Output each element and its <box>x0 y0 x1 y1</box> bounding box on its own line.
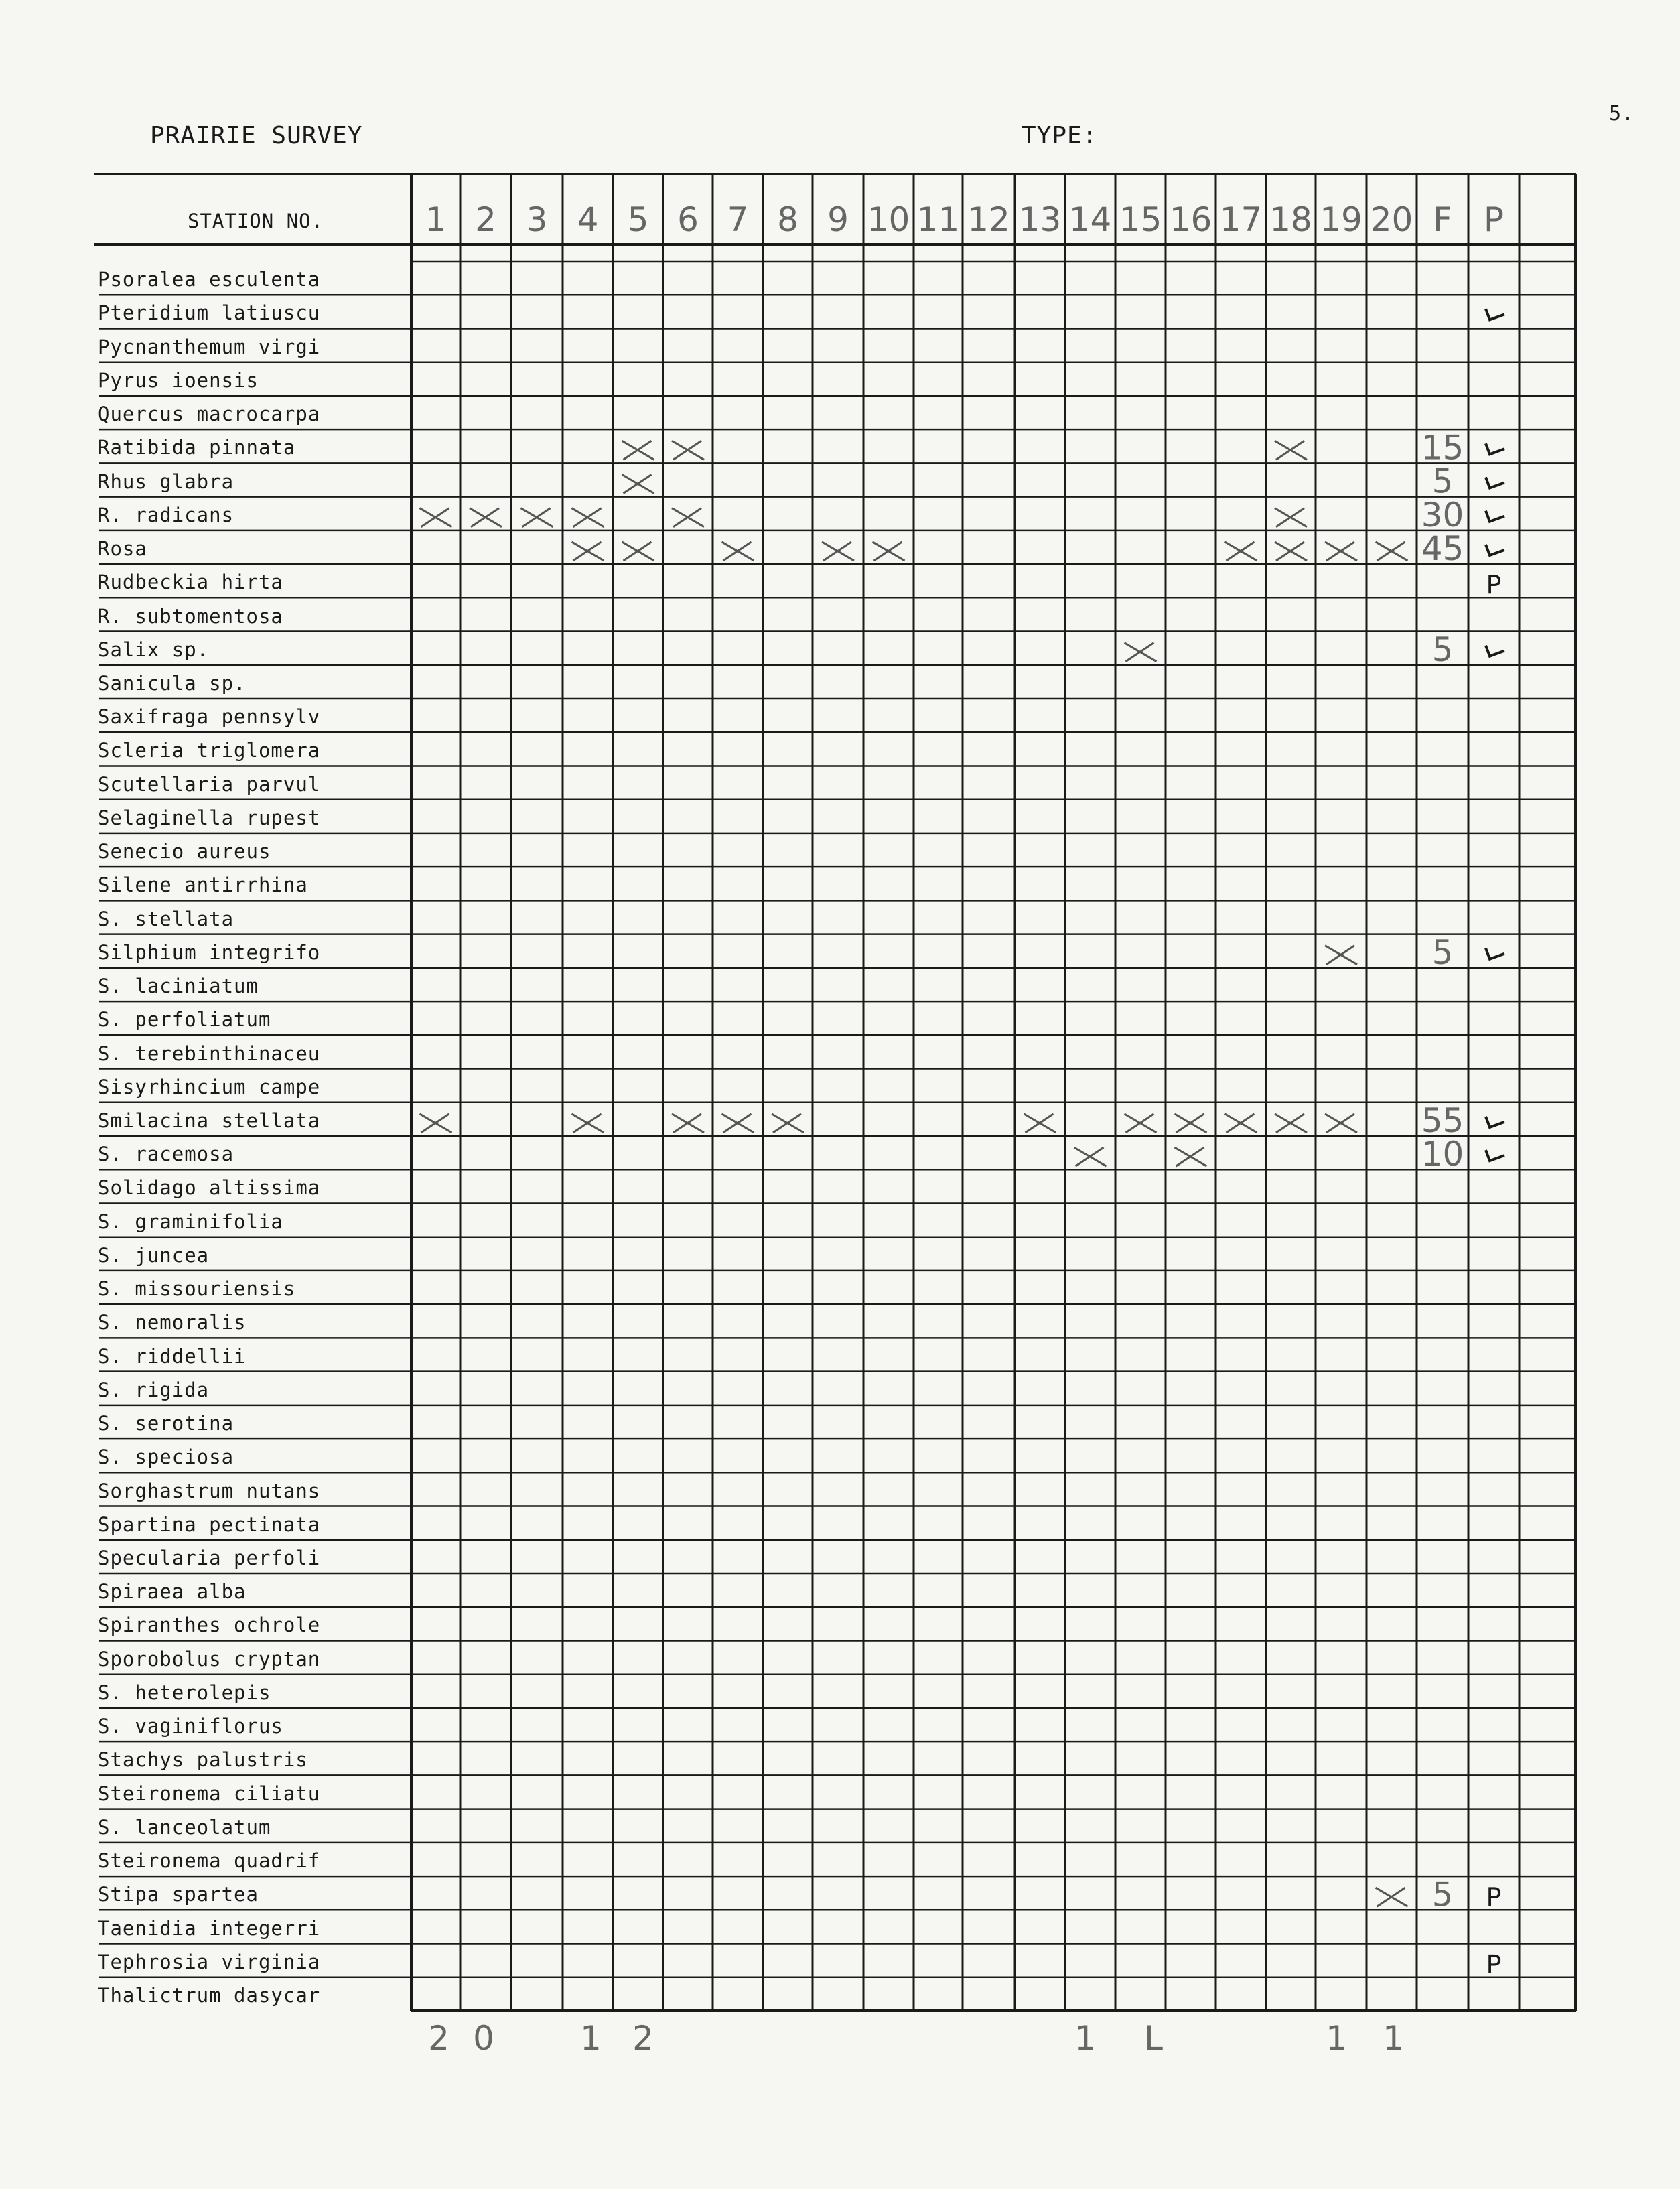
frequency-value: 30 <box>1421 495 1464 535</box>
check-mark-icon <box>1486 309 1504 320</box>
species-name: S. graminifolia <box>98 1210 283 1233</box>
x-mark <box>873 542 905 561</box>
footer-tally: 1 <box>1383 2019 1404 2058</box>
x-mark <box>1325 1114 1357 1133</box>
column-header-14: 14 <box>1068 200 1112 239</box>
presence-letter: P <box>1486 570 1502 600</box>
species-name: Rhus glabra <box>98 470 234 493</box>
x-mark <box>1074 1147 1107 1166</box>
x-mark <box>420 508 452 527</box>
column-header-15: 15 <box>1119 200 1162 239</box>
species-name: Sporobolus cryptan <box>98 1647 321 1671</box>
x-mark <box>420 1114 452 1133</box>
species-name: Quercus macrocarpa <box>98 403 321 426</box>
x-mark <box>1325 542 1357 561</box>
check-mark-icon <box>1486 1117 1504 1127</box>
column-header-7: 7 <box>727 200 749 239</box>
x-mark <box>1125 1114 1157 1133</box>
footer-tally: 2 <box>632 2019 654 2058</box>
species-name: R. subtomentosa <box>98 604 283 628</box>
species-name: Steironema ciliatu <box>98 1782 321 1805</box>
species-name: S. laciniatum <box>98 975 259 998</box>
species-name: Solidago altissima <box>98 1176 321 1200</box>
species-name: S. heterolepis <box>98 1681 271 1704</box>
column-header-6: 6 <box>677 200 699 239</box>
species-name: Saxifraga pennsylv <box>98 705 321 729</box>
column-header-13: 13 <box>1018 200 1062 239</box>
species-name: Scleria triglomera <box>98 739 321 762</box>
column-header-8: 8 <box>777 200 798 239</box>
column-header-17: 17 <box>1219 200 1263 239</box>
frequency-value: 55 <box>1421 1101 1464 1140</box>
species-name: Pycnanthemum virgi <box>98 335 321 358</box>
check-mark-icon <box>1486 511 1504 522</box>
species-name: Sorghastrum nutans <box>98 1479 321 1502</box>
column-header-12: 12 <box>967 200 1010 239</box>
species-name: Sisyrhincium campe <box>98 1075 321 1099</box>
check-mark-icon <box>1486 478 1504 488</box>
x-mark <box>672 508 704 527</box>
species-name: S. lanceolatum <box>98 1815 271 1839</box>
species-name: Silene antirrhina <box>98 873 308 897</box>
page-number: 5. <box>1609 102 1635 125</box>
x-mark <box>822 542 854 561</box>
station-label: STATION NO. <box>188 210 324 232</box>
species-name: Pteridium latiuscu <box>98 301 321 325</box>
frequency-value: 5 <box>1431 1875 1454 1914</box>
frequency-value: 5 <box>1431 462 1454 501</box>
species-name: Selaginella rupest <box>98 806 321 829</box>
species-name: S. speciosa <box>98 1445 234 1469</box>
species-name: S. vaginiflorus <box>98 1715 283 1738</box>
x-mark <box>1376 1888 1408 1906</box>
column-header-16: 16 <box>1169 200 1212 239</box>
x-mark <box>1175 1147 1207 1166</box>
footer-tally: 1 <box>580 2019 602 2058</box>
species-name: Spiranthes ochrole <box>98 1614 321 1637</box>
species-name: Ratibida pinnata <box>98 436 296 460</box>
x-mark <box>470 508 502 527</box>
frequency-value: 15 <box>1421 428 1464 468</box>
column-header-11: 11 <box>916 200 960 239</box>
column-header-F: F <box>1433 200 1452 239</box>
species-name: S. juncea <box>98 1243 210 1267</box>
column-header-5: 5 <box>627 200 649 239</box>
x-mark <box>722 1114 754 1133</box>
species-name: Salix sp. <box>98 638 210 661</box>
species-name: Rosa <box>98 537 147 561</box>
x-mark <box>722 542 754 561</box>
column-header-19: 19 <box>1320 200 1362 239</box>
presence-letter: P <box>1486 1882 1502 1912</box>
column-header-9: 9 <box>827 200 849 239</box>
footer-tally: L <box>1144 2019 1163 2058</box>
x-mark <box>1275 542 1307 561</box>
species-name: R. radicans <box>98 503 234 526</box>
frequency-value: 5 <box>1431 630 1454 669</box>
species-name: S. perfoliatum <box>98 1008 271 1032</box>
column-header-3: 3 <box>526 200 548 239</box>
column-header-1: 1 <box>425 200 447 239</box>
species-name: S. rigida <box>98 1378 210 1401</box>
species-name: Spiraea alba <box>98 1580 247 1604</box>
check-mark-icon <box>1486 646 1504 656</box>
x-mark <box>1325 946 1357 965</box>
column-header-2: 2 <box>475 200 496 239</box>
species-name: Tephrosia virginia <box>98 1950 321 1973</box>
species-name: S. stellata <box>98 907 234 930</box>
frequency-value: 10 <box>1421 1135 1464 1174</box>
x-mark <box>672 441 704 460</box>
species-name: Senecio aureus <box>98 840 271 863</box>
species-name: Pyrus ioensis <box>98 368 259 392</box>
species-name: S. riddellii <box>98 1344 247 1368</box>
x-mark <box>1125 643 1157 662</box>
species-name: Silphium integrifo <box>98 940 321 964</box>
check-mark-icon <box>1486 545 1504 555</box>
check-mark-icon <box>1486 948 1504 959</box>
column-header-20: 20 <box>1370 200 1413 239</box>
footer-tally: 1 <box>1326 2019 1347 2058</box>
species-name: Rudbeckia hirta <box>98 571 283 594</box>
species-name: Sanicula sp. <box>98 672 247 695</box>
footer-tally: 1 <box>1074 2019 1096 2058</box>
frequency-value: 45 <box>1421 529 1464 569</box>
footer-tally: 0 <box>473 2019 494 2058</box>
species-name: Scutellaria parvul <box>98 772 321 796</box>
species-name: S. serotina <box>98 1412 234 1435</box>
frequency-value: 5 <box>1431 932 1454 972</box>
presence-letter: P <box>1486 1949 1502 1979</box>
species-name: Smilacina stellata <box>98 1109 321 1132</box>
species-name: Specularia perfoli <box>98 1547 321 1569</box>
x-mark <box>622 542 654 561</box>
x-mark <box>1275 508 1307 527</box>
footer-tally: 2 <box>428 2019 449 2058</box>
x-mark <box>1275 1114 1307 1133</box>
x-mark <box>672 1114 704 1133</box>
x-mark <box>622 441 654 460</box>
x-mark <box>572 508 604 527</box>
x-mark <box>772 1114 804 1133</box>
check-mark-icon <box>1486 1150 1504 1161</box>
x-mark <box>1225 542 1257 561</box>
x-mark <box>1024 1114 1056 1133</box>
species-name: Spartina pectinata <box>98 1512 321 1536</box>
x-mark <box>1225 1114 1257 1133</box>
column-header-P: P <box>1483 200 1504 239</box>
species-name: Stipa spartea <box>98 1883 259 1906</box>
x-mark <box>1275 441 1307 460</box>
species-name: Psoralea esculenta <box>98 268 321 291</box>
species-name: S. racemosa <box>98 1143 234 1166</box>
check-mark-icon <box>1486 443 1504 454</box>
x-mark <box>1175 1114 1207 1133</box>
column-header-18: 18 <box>1269 200 1312 239</box>
species-name: Stachys palustris <box>98 1748 308 1772</box>
species-name: Steironema quadrif <box>98 1849 321 1873</box>
species-name: Thalictrum dasycar <box>98 1984 321 2007</box>
species-name: Taenidia integerri <box>98 1916 321 1940</box>
species-name: S. terebinthinaceu <box>98 1042 321 1065</box>
x-mark <box>572 1114 604 1133</box>
species-name: S. missouriensis <box>98 1277 296 1301</box>
x-mark <box>1376 542 1408 561</box>
column-header-4: 4 <box>577 200 599 239</box>
x-mark <box>521 508 553 527</box>
column-header-10: 10 <box>867 200 910 239</box>
page-title: PRAIRIE SURVEY <box>150 122 363 149</box>
species-name: S. nemoralis <box>98 1311 247 1334</box>
type-label: TYPE: <box>1022 122 1098 149</box>
x-mark <box>622 475 654 494</box>
x-mark <box>572 542 604 561</box>
